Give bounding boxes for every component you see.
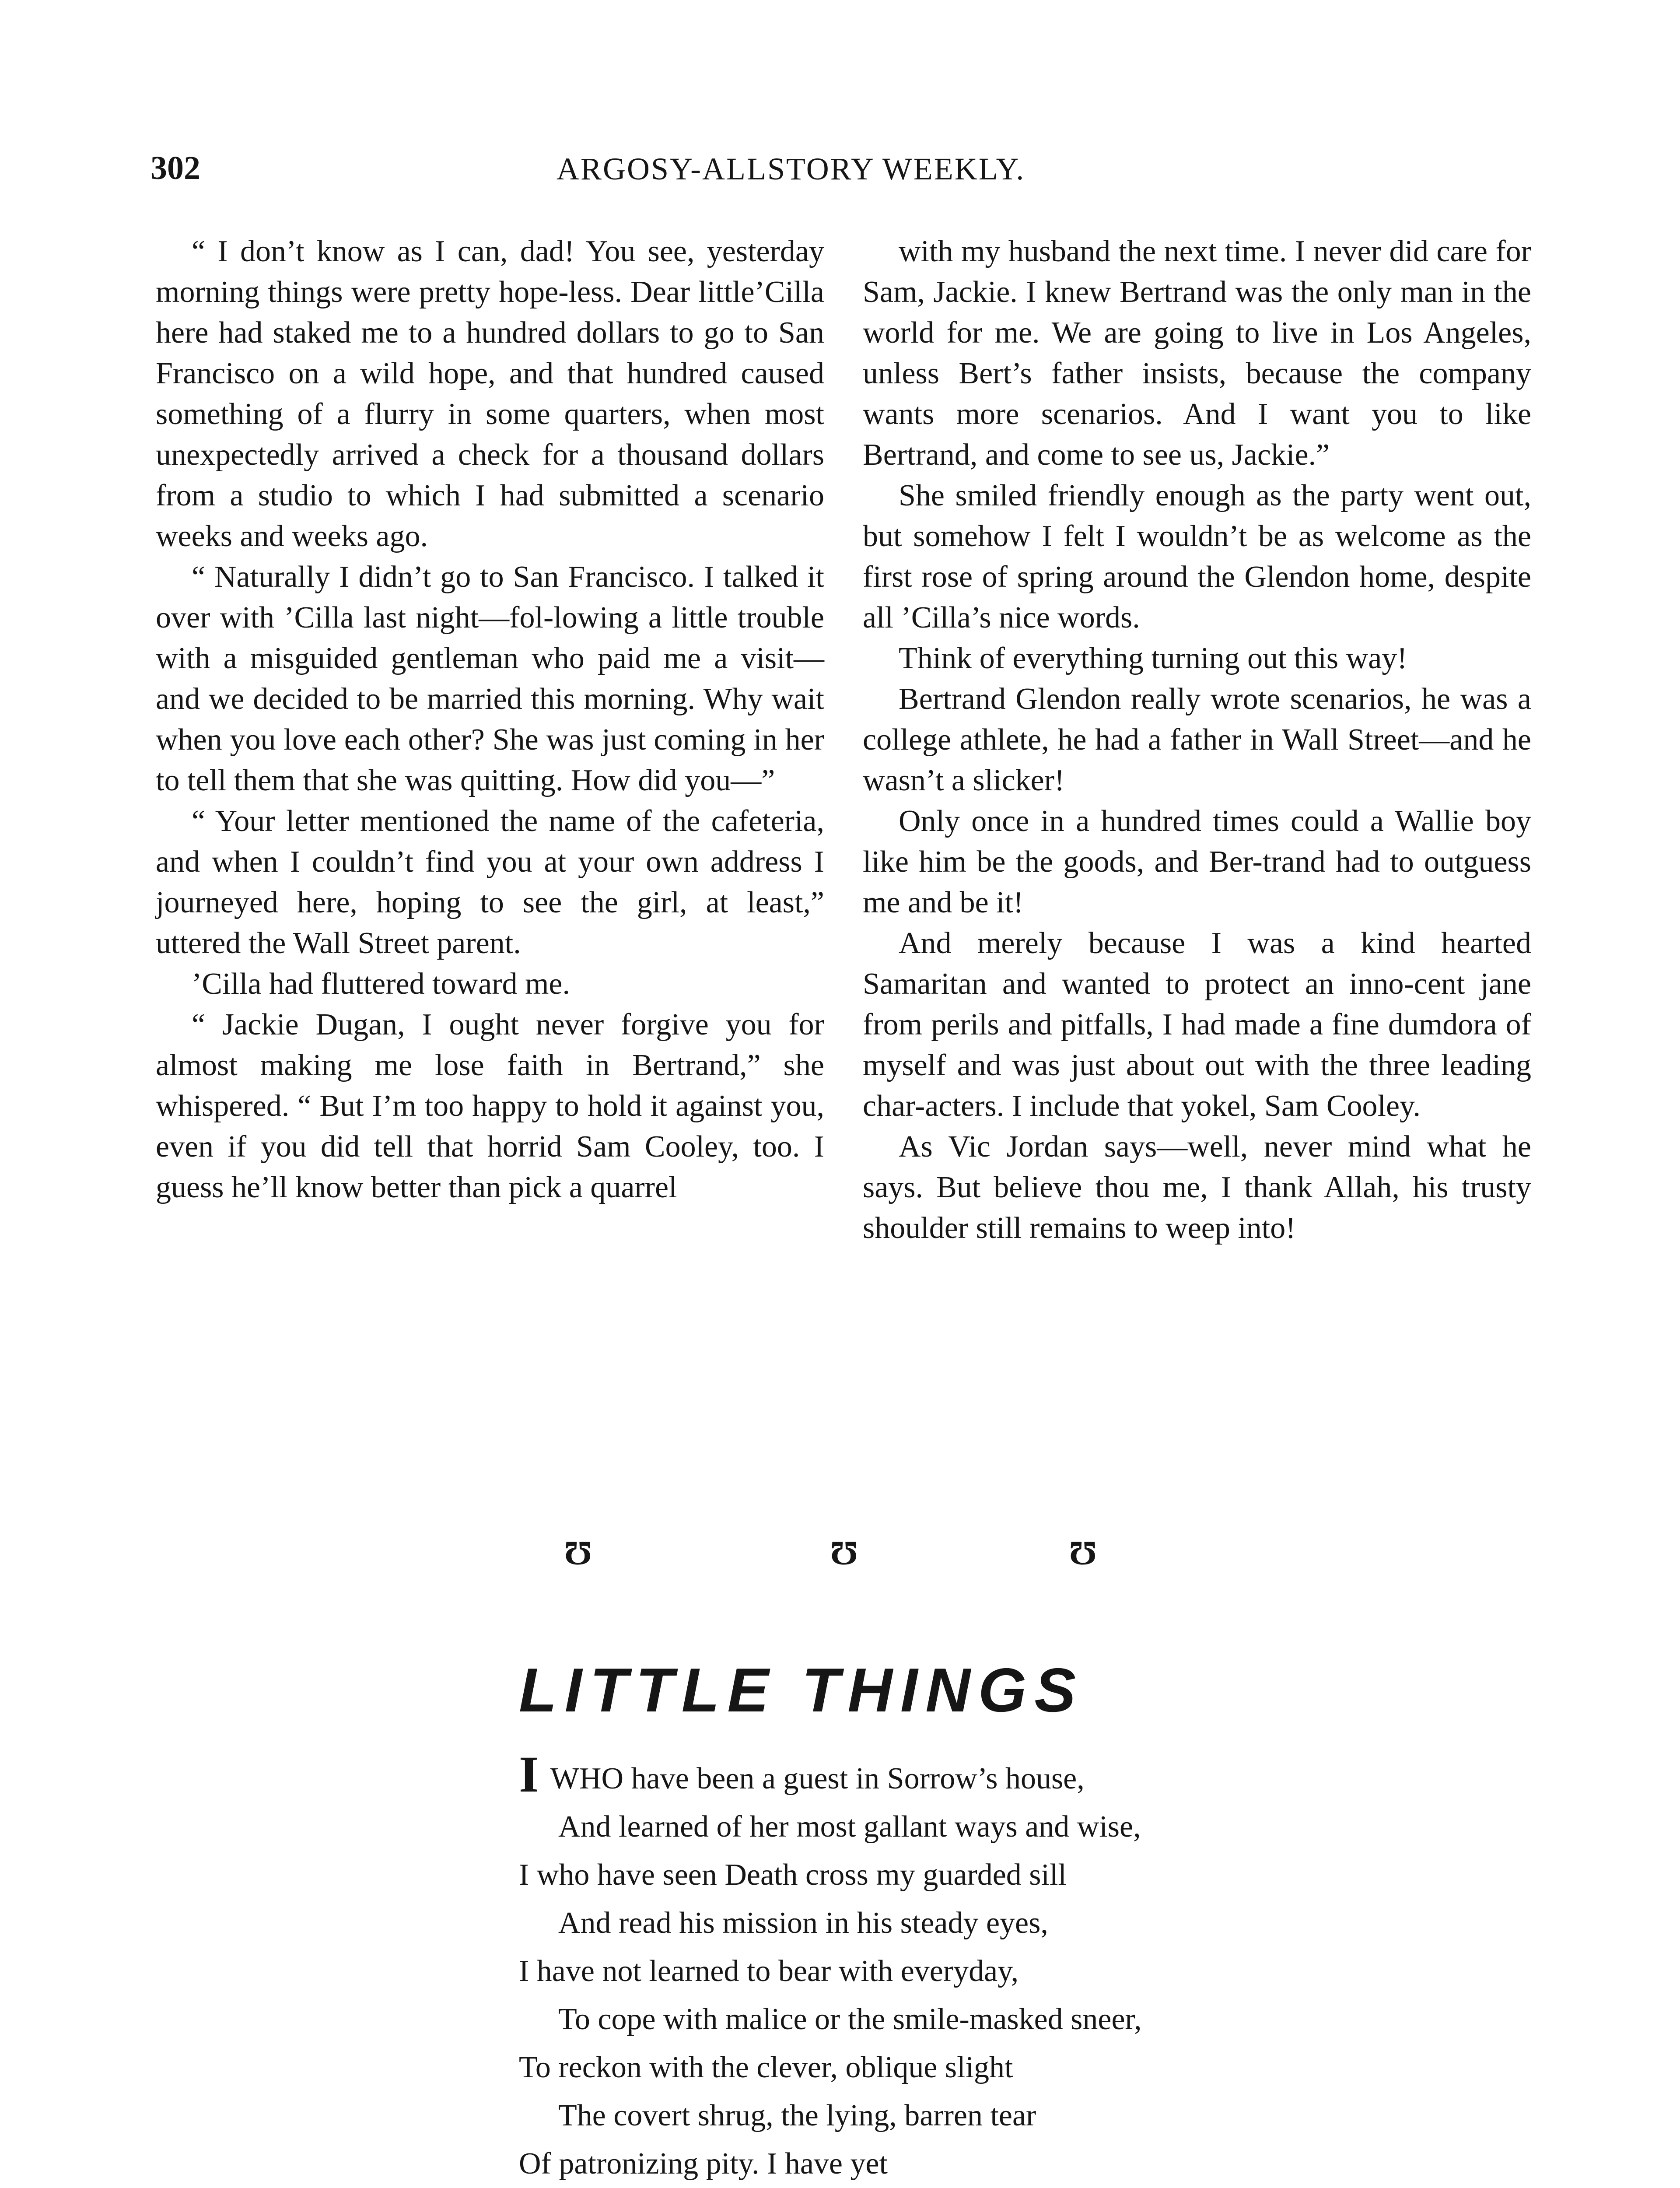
story-paragraph: “ I don’t know as I can, dad! You see, yesterday morning things were pretty hope-less. Dear little’Cilla here had staked me to a hundred dollars to go to San Francisco on a wild hope, and that hundred caused something of a flurry in some quarters, when most unexpectedly arrived a check for a thousand dollars from a studio to which I had submitted a scenario weeks and weeks ago.: [156, 235, 824, 553]
ornament-icon: Ʊ: [564, 1534, 592, 1572]
story-paragraph: with my husband the next time. I never did care for Sam, Jackie. I knew Bertrand was the only man in the world for me. We are going to live in Los Angeles, unless Bert’s father insists, because the company wants more scenarios. And I want you to like Bertrand, and come to see us, Jackie.”: [863, 235, 1531, 472]
poem-line-text: WHO have been a guest in Sorrow’s house,: [550, 1762, 1085, 1795]
story-left-column: [156, 231, 824, 1208]
poem-line: And read his mission in his steady eyes,: [558, 1906, 1048, 1940]
story-paragraph: As Vic Jordan says—well, never mind what he says. But believe thou me, I thank Allah, his trusty shoulder still remains to weep into!: [863, 1130, 1531, 1245]
story-paragraph: ’Cilla had fluttered toward me.: [192, 967, 570, 1001]
ornament-icon: Ʊ: [1069, 1534, 1097, 1572]
running-head: ARGOSY-ALLSTORY WEEKLY.: [556, 151, 1026, 186]
poem-line: I who have seen Death cross my guarded sill: [519, 1858, 1067, 1892]
poem-line: To reckon with the clever, oblique slight: [519, 2051, 1013, 2084]
poem-line: [519, 1746, 1438, 1803]
poem-line: And learned of her most gallant ways and wise,: [558, 1810, 1141, 1844]
story-paragraph: “ Your letter mentioned the name of the cafeteria, and when I couldn’t find you at your own address I journeyed here, hoping to see the girl, at least,” uttered the Wall Street parent.: [156, 804, 824, 960]
poem-line: To cope with malice or the smile-masked sneer,: [558, 2002, 1142, 2036]
story-paragraph: “ Naturally I didn’t go to San Francisco. I talked it over with ’Cilla last night—fol-lowing a little trouble with a misguided gentleman who paid me a visit—and we decided to be married this morning. Why wait when you love each other? She was just coming in her to tell them that she was quitting. How did you—”: [156, 560, 824, 797]
story-paragraph: And merely because I was a kind hearted Samaritan and wanted to protect an inno-cent jane from perils and pitfalls, I had made a fine dumdora of myself and was just about out with the three leading char-acters. I include that yokel, Sam Cooley.: [863, 926, 1531, 1123]
page-number: 302: [150, 150, 200, 186]
poem-line: The covert shrug, the lying, barren tear: [558, 2099, 1036, 2132]
story-paragraph: Bertrand Glendon really wrote scenarios, he was a college athlete, he had a father in Wall Street—and he wasn’t a slicker!: [863, 682, 1531, 797]
story-paragraph: Think of everything turning out this way!: [899, 642, 1407, 675]
poem-line: I have not learned to bear with everyday,: [519, 1954, 1019, 1988]
drop-cap: I: [519, 1746, 539, 1803]
poem-body: [519, 1746, 1438, 2188]
story-paragraph: She smiled friendly enough as the party went out, but somehow I felt I wouldn’t be as welcome as the first rose of spring around the Glendon home, despite all ’Cilla’s nice words.: [863, 479, 1531, 635]
ornament-icon: Ʊ: [830, 1534, 858, 1572]
section-divider-ornaments: [0, 1536, 1680, 1584]
poem-line: Of patronizing pity. I have yet: [519, 2147, 888, 2181]
story-paragraph: Only once in a hundred times could a Wallie boy like him be the goods, and Ber-trand had to outguess me and be it!: [863, 804, 1531, 919]
story-paragraph: “ Jackie Dugan, I ought never forgive you for almost making me lose faith in Bertrand,” she whispered. “ But I’m too happy to hold it against you, even if you did tell that horrid Sam Cooley, too. I guess he’ll know better than pick a quarrel: [156, 1008, 824, 1204]
poem-title: LITTLE THINGS: [519, 1655, 1084, 1725]
story-right-column: [863, 231, 1531, 1248]
